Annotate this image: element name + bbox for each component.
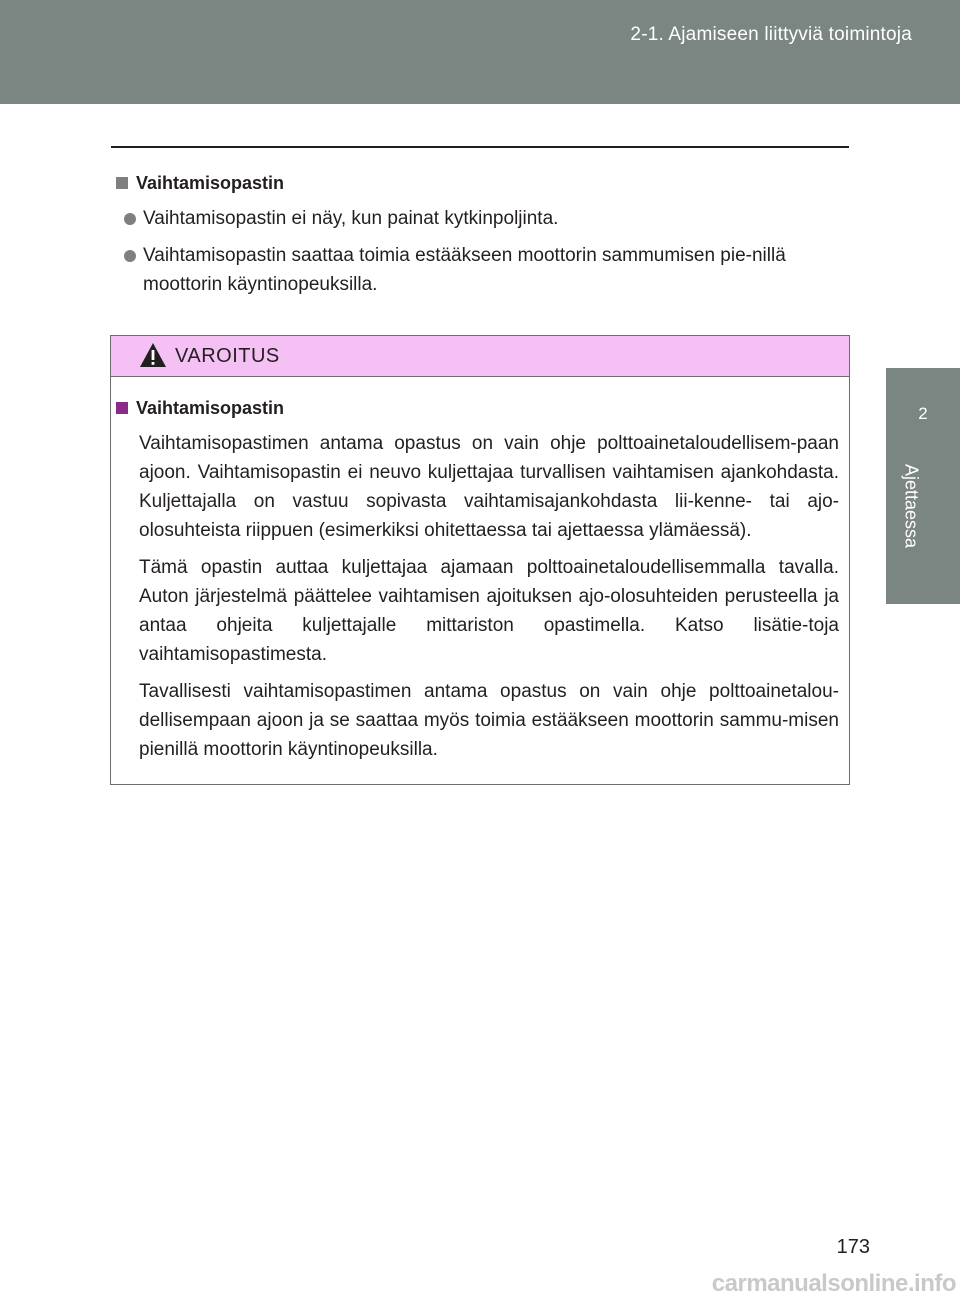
warning-body	[111, 377, 849, 764]
warning-title: VAROITUS	[175, 344, 280, 367]
info-section	[111, 170, 849, 299]
circle-bullet-icon	[124, 250, 136, 262]
circle-bullet-icon	[124, 213, 136, 225]
warning-paragraph: Tavallisesti vaihtamisopastimen antama opastus on vain ohje polttoainetalou-dellisempaan ajoon ja se saattaa myös toimia estääkseen moottorin sammu-misen pienillä moottorin käyntinopeuksilla.	[139, 681, 839, 760]
header-title: 2-1. Ajamiseen liittyviä toimintoja	[630, 24, 912, 45]
chapter-label: Ajettaessa	[901, 464, 922, 549]
warning-paragraph: Vaihtamisopastimen antama opastus on vain ohje polttoainetaloudellisem-paan ajoon. Vaihtamisopastin ei neuvo kuljettajaa turvallisen vaihtamisen ajankohdasta. Kuljettajalla on vastuu sopivasta vaihtamisajankohdasta lii-kenne- tai ajo-olosuhteista riippuen (esimerkiksi ohitettaessa tai ajettaessa ylämäessä).	[139, 433, 839, 541]
warning-box	[110, 335, 850, 785]
chapter-tab[interactable]	[886, 368, 960, 604]
warning-header	[111, 336, 849, 377]
square-bullet-icon	[116, 177, 128, 189]
list-item	[111, 204, 849, 233]
page-header	[0, 0, 960, 104]
list-item-text: Vaihtamisopastin ei näy, kun painat kytkinpoljinta.	[143, 208, 559, 229]
watermark: carmanualsonline.info	[711, 1270, 956, 1297]
section-divider	[111, 146, 849, 148]
warning-heading-text: Vaihtamisopastin	[136, 397, 285, 418]
square-bullet-icon	[116, 402, 128, 414]
section-heading	[111, 170, 849, 196]
list-item-text: Vaihtamisopastin saattaa toimia estääkseen moottorin sammumisen pie-nillä moottorin käyntinopeuksilla.	[143, 245, 786, 295]
list-item	[111, 241, 849, 299]
warning-paragraph: Tämä opastin auttaa kuljettajaa ajamaan polttoainetaloudellisemmalla tavalla. Auton järjestelmä päättelee vaihtamisen ajoituksen ajo-olosuhteiden perusteella ja antaa ohjeita kuljettajalle mittariston opastimella. Katso lisätie-toja vaihtamisopastimesta.	[139, 557, 839, 665]
section-heading-text: Vaihtamisopastin	[136, 172, 285, 193]
chapter-number: 2	[918, 404, 928, 423]
warning-heading	[111, 395, 839, 421]
page-number: 173	[836, 1236, 870, 1258]
warning-triangle-icon	[139, 342, 167, 368]
